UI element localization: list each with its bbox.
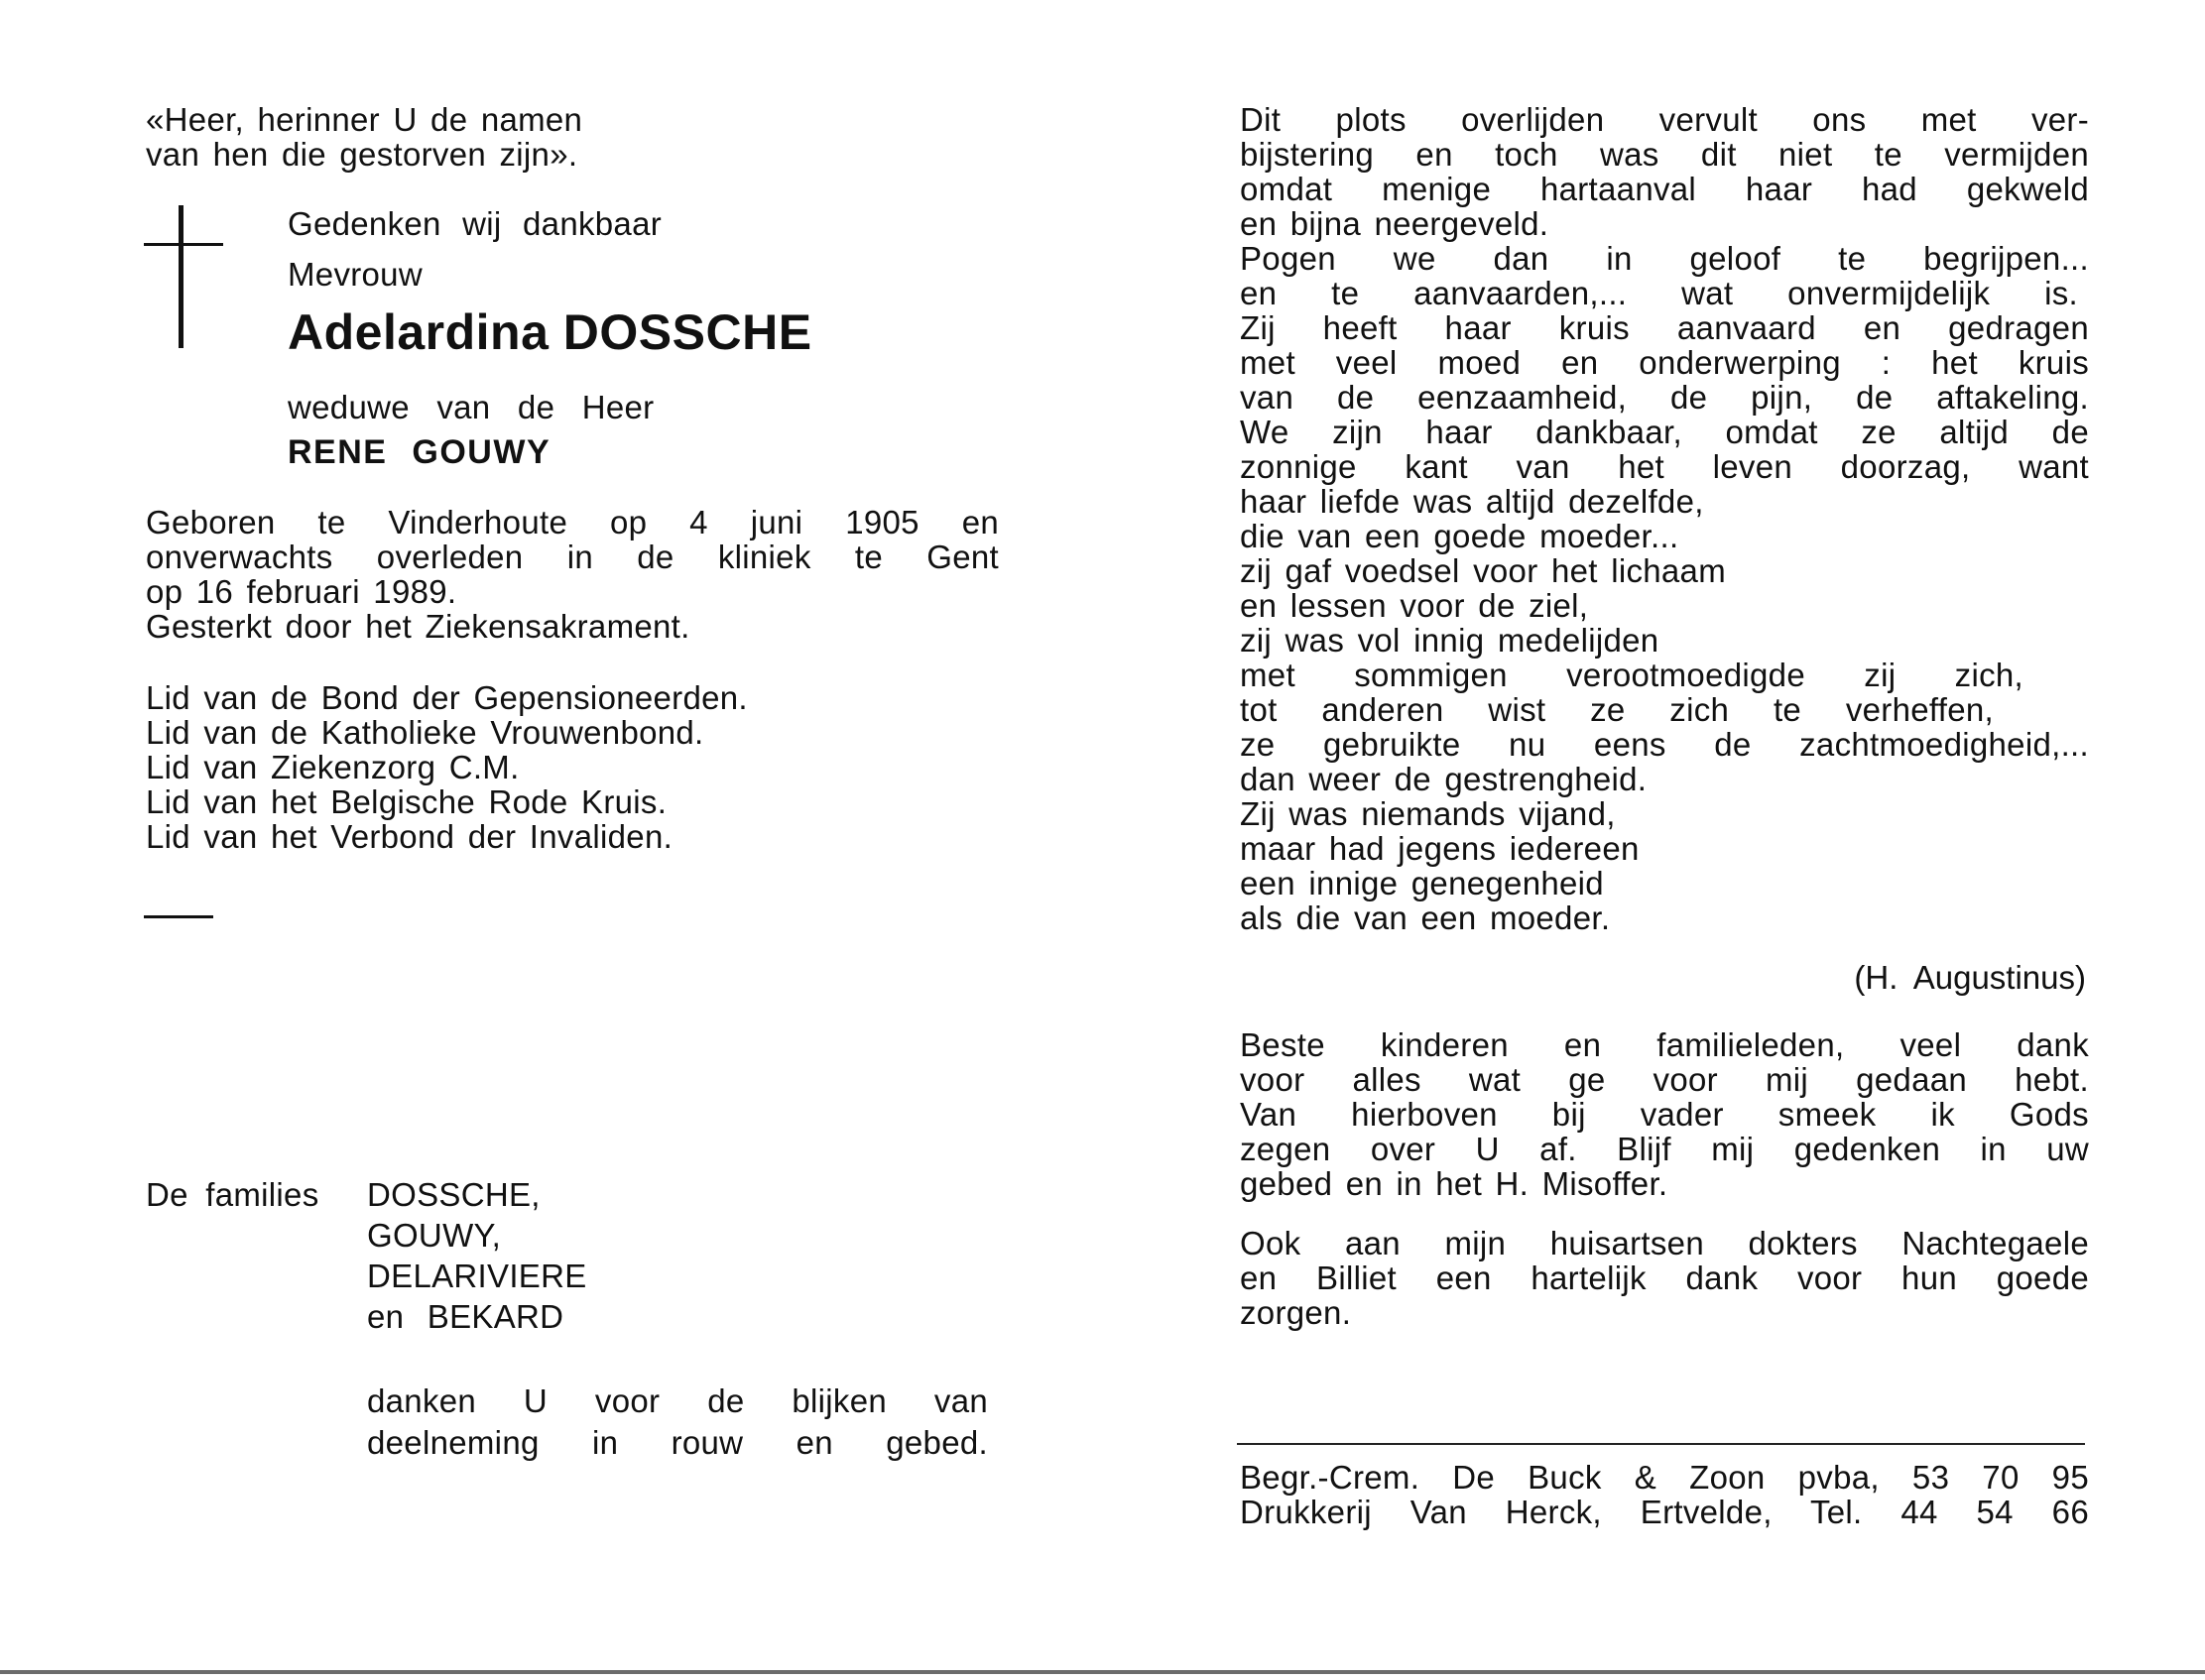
cross-icon (179, 205, 184, 348)
poem-attribution: (H. Augustinus) (1854, 959, 2086, 996)
family-name: en BEKARD (367, 1298, 564, 1335)
poem-line: bijstering en toch was dit niet te vermijden (1240, 136, 2089, 173)
cross-icon-bar (144, 243, 223, 246)
membership-item: Lid van het Belgische Rode Kruis. (146, 783, 668, 820)
membership-item: Lid van de Katholieke Vrouwenbond. (146, 714, 704, 751)
message-line: zegen over U af. Blijf mij gedenken in uw (1240, 1131, 2089, 1167)
poem-line: als die van een moeder. (1240, 900, 1611, 936)
poem-line: met sommigen verootmoedigde zij zich, (1240, 657, 2023, 693)
thanks-line: danken U voor de blijken van (367, 1382, 988, 1419)
family-name: DOSSCHE, (367, 1176, 541, 1213)
poem-line: zonnige kant van het leven doorzag, want (1240, 448, 2089, 485)
poem (1240, 102, 2089, 935)
poem-line: Pogen we dan in geloof te begrijpen... (1240, 240, 2089, 277)
printer-line: Drukkerij Van Herck, Ertvelde, Tel. 44 54 66 (1240, 1494, 2089, 1530)
poem-line: haar liefde was altijd dezelfde, (1240, 483, 1704, 520)
thanks-text (367, 1380, 988, 1464)
thanks-line: deelneming in rouw en gebed. (367, 1424, 988, 1461)
poem-line: zij was vol innig medelijden (1240, 622, 1659, 659)
message-line: Beste kinderen en familieleden, veel dank (1240, 1026, 2089, 1063)
doctors-line: zorgen. (1240, 1294, 1352, 1331)
printer-line: Begr.-Crem. De Buck & Zoon pvba, 53 70 95 (1240, 1459, 2089, 1496)
poem-line: maar had jegens iedereen (1240, 830, 1640, 867)
poem-line: tot anderen wist ze zich te verheffen, (1240, 691, 1994, 728)
intro-text: Gedenken wij dankbaar (288, 205, 663, 242)
spouse-name: RENE GOUWY (288, 433, 551, 471)
poem-line: en lessen voor de ziel, (1240, 587, 1589, 624)
membership-item: Lid van Ziekenzorg C.M. (146, 749, 520, 785)
poem-line: Zij was niemands vijand, (1240, 795, 1616, 832)
quote-line: «Heer, herinner U de namen (146, 101, 583, 138)
families-prefix: De families (146, 1176, 319, 1213)
membership-item: Lid van de Bond der Gepensioneerden. (146, 679, 748, 716)
opening-quote (146, 102, 701, 172)
family-name: DELARIVIERE (367, 1258, 587, 1294)
poem-line: van de eenzaamheid, de pijn, de aftakeling. (1240, 379, 2089, 416)
message-line: gebed en in het H. Misoffer. (1240, 1165, 1668, 1202)
message-line: Van hierboven bij vader smeek ik Gods (1240, 1096, 2089, 1133)
poem-line: omdat menige hartaanval haar had gekweld (1240, 171, 2089, 207)
info-line: Gesterkt door het Ziekensakrament. (146, 608, 690, 645)
poem-line: een innige genegenheid (1240, 865, 1604, 901)
poem-line: met veel moed en onderwerping : het kruis (1240, 344, 2089, 381)
poem-line: ze gebruikte nu eens de zachtmoedigheid,... (1240, 726, 2089, 763)
poem-line: Dit plots overlijden vervult ons met ver- (1240, 101, 2089, 138)
doctors-line: en Billiet een hartelijk dank voor hun goede (1240, 1260, 2089, 1296)
spouse-intro: weduwe van de Heer (288, 389, 655, 425)
membership-item: Lid van het Verbond der Invaliden. (146, 818, 674, 855)
poem-line: die van een goede moeder... (1240, 518, 1679, 554)
family-name: GOUWY, (367, 1217, 502, 1254)
poem-line: en bijna neergeveld. (1240, 205, 1549, 242)
divider-dash (144, 915, 213, 918)
info-line: onverwachts overleden in de kliniek te Gent (146, 539, 999, 575)
birth-death-info (146, 505, 999, 644)
message-line: voor alles wat ge voor mij gedaan hebt. (1240, 1061, 2089, 1098)
memberships-list (146, 680, 999, 854)
quote-line: van hen die gestorven zijn». (146, 136, 578, 173)
thank-you-message (1240, 1027, 2089, 1201)
info-line: Geboren te Vinderhoute op 4 juni 1905 en (146, 504, 999, 540)
poem-line: zij gaf voedsel voor het lichaam (1240, 552, 1727, 589)
doctors-thanks (1240, 1226, 2089, 1330)
title-text: Mevrouw (288, 256, 423, 293)
poem-line: We zijn haar dankbaar, omdat ze altijd de (1240, 414, 2089, 450)
deceased-name: Adelardina DOSSCHE (288, 304, 812, 360)
poem-line: Zij heeft haar kruis aanvaard en gedragen (1240, 309, 2089, 346)
printer-info (1240, 1460, 2089, 1529)
poem-line: en te aanvaarden,... wat onvermijdelijk is. (1240, 275, 2078, 311)
bottom-edge (0, 1670, 2205, 1674)
info-line: op 16 februari 1989. (146, 573, 457, 610)
divider-rule (1237, 1443, 2085, 1445)
doctors-line: Ook aan mijn huisartsen dokters Nachtegaele (1240, 1225, 2089, 1261)
poem-line: dan weer de gestrengheid. (1240, 761, 1648, 797)
